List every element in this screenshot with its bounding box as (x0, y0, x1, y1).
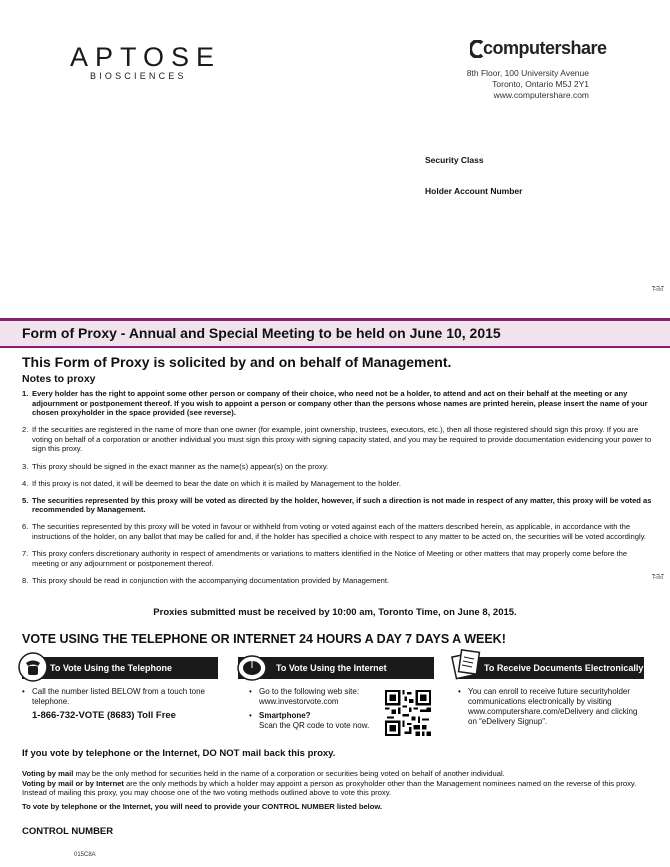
fold-mark (652, 286, 664, 293)
address-line: Toronto, Ontario M5J 2Y1 (492, 79, 589, 89)
phone-method-title: To Vote Using the Telephone (50, 663, 173, 673)
phone-method-body (22, 687, 212, 721)
note-number: 1. (22, 389, 29, 398)
address-line: 8th Floor, 100 University Avenue (466, 68, 589, 78)
smartphone-label: • Smartphone? (259, 711, 311, 720)
control-number-instruction: To vote by telephone or the Internet, you will need to provide your CONTROL NUMBER listed below. (22, 802, 383, 811)
title-band-bottom-rule (0, 346, 670, 348)
mail-voting-info (22, 769, 652, 798)
note-text: This proxy confers discretionary authority in respect of amendments or variations to matters identified in the Notice of Meeting or other matters that may properly come before the meeting or any adjournment or postponement thereof. (32, 549, 628, 568)
note-number: 6. (22, 522, 29, 532)
computershare-icon (470, 40, 484, 63)
fold-label: Fold (653, 287, 663, 293)
phone-method-header (22, 657, 218, 679)
edelivery-method-body (458, 687, 648, 727)
internet-method-title: To Vote Using the Internet (276, 663, 387, 673)
note-number: 8. (22, 575, 29, 585)
note-item (22, 549, 652, 568)
note-number: 4. (22, 478, 29, 488)
note-text: If the securities are registered in the name of more than one owner (for example, joint ownership, trustees, executors, etc.), then all those registered should sign this proxy. If you are voting on behalf of a corporation or another individual you must sign this proxy with signing capacity stated, and you may be required to provide documentation evidencing your power to sign this proxy. (32, 425, 652, 454)
edelivery-method-title: To Receive Documents Electronically (484, 663, 644, 673)
form-title: Form of Proxy - Annual and Special Meeting to be held on June 10, 2015 (22, 325, 501, 341)
issuer-logo-subtitle: BIOSCIENCES (90, 71, 187, 81)
form-code: 015C8A (74, 852, 96, 858)
phone-instruction: • Call the number listed BELOW from a touch tone telephone. (22, 687, 212, 707)
solicitation-heading: This Form of Proxy is solicited by and on behalf of Management. (22, 354, 452, 370)
note-number: 7. (22, 549, 29, 559)
note-item (22, 462, 652, 472)
phone-number[interactable]: 1-866-732-VOTE (8683) Toll Free (32, 710, 176, 721)
edelivery-instruction: • You can enroll to receive future securityholder communications electronically by visiting www.computershare.com/eDelivery and clicking on “eDelivery Signup”. (458, 687, 648, 727)
security-class-label: Security Class (425, 155, 484, 165)
address-line: www.computershare.com (493, 90, 589, 100)
note-number: 3. (22, 461, 29, 471)
control-number-label: CONTROL NUMBER (22, 826, 114, 837)
website-instruction (249, 687, 384, 707)
telephone-icon (18, 652, 48, 687)
note-text: The securities represented by this proxy will be voted as directed by the holder, however, if such a direction is not made in respect of any matter, this proxy will be voted as recommended by Management. (32, 495, 652, 515)
issuer-logo: APTOSE (70, 42, 222, 72)
deadline-notice: Proxies submitted must be received by 10:00 am, Toronto Time, on June 8, 2015. (153, 607, 517, 618)
note-item (22, 576, 652, 586)
note-item (22, 479, 652, 489)
internet-method-body (249, 687, 384, 731)
note-text: This proxy should be read in conjunction with the accompanying documentation provided by Management. (32, 575, 390, 585)
edelivery-method-header (458, 657, 644, 679)
qr-code[interactable] (385, 690, 431, 736)
note-item (22, 425, 652, 454)
note-item (22, 522, 652, 541)
website-url[interactable]: www.investorvote.com (259, 697, 339, 706)
mail-text-1: may be the only method for securities held in the name of a corporation or securities being voted on behalf of another individual. (73, 769, 505, 778)
note-number: 5. (22, 495, 29, 505)
notes-heading: Notes to proxy (22, 373, 96, 385)
agent-address (467, 68, 589, 101)
note-item (22, 389, 652, 418)
note-text: Every holder has the right to appoint some other person or company of their choice, who need not be a holder, to attend and act on their behalf at the meeting or any adjournment or postponement thereof. If you wish to appoint a person or company other than the persons whose names are printed herein, please insert the name of your chosen proxyholder in the space provided (see reverse). (32, 389, 648, 418)
note-text: If this proxy is not dated, it will be deemed to bear the date on which it is mailed by Management to the holder. (32, 478, 401, 488)
vote-heading: VOTE USING THE TELEPHONE OR INTERNET 24 HOURS A DAY 7 DAYS A WEEK! (22, 632, 506, 646)
agent-logo: computershare (483, 38, 607, 58)
fold-mark (652, 574, 664, 581)
note-text: This proxy should be signed in the exact manner as the name(s) appear(s) on the proxy. (32, 461, 329, 471)
mail-text-2: are the only methods by which a holder may appoint a person as proxyholder other than the Management nominees named on the reverse of this proxy. Instead of mailing this proxy, you may choose one of the two voting methods outlined above to vote this proxy. (22, 778, 637, 798)
note-item (22, 496, 652, 515)
smartphone-instruction (249, 711, 384, 731)
holder-account-label: Holder Account Number (425, 186, 523, 196)
fold-label: Fold (653, 575, 663, 581)
note-text: The securities represented by this proxy will be voted in favour or withheld from voting or voted against each of the matters described herein, as applicable, in accordance with the instructions of the holder, on any ballot that may be called for and, if the holder has specified a choice with respect to any matter to be acted on, the securities will be voted accordingly. (32, 522, 647, 542)
do-not-mail-warning: If you vote by telephone or the Internet, DO NOT mail back this proxy. (22, 748, 336, 759)
mouse-icon (236, 652, 270, 687)
mail-lead-2: Voting by mail or by Internet (22, 778, 124, 788)
documents-icon (450, 645, 484, 686)
note-number: 2. (22, 425, 29, 435)
qr-instruction: Scan the QR code to vote now. (259, 721, 370, 730)
mail-lead-1: Voting by mail (22, 769, 74, 778)
website-label: • Go to the following web site: (259, 687, 360, 696)
notes-list (22, 389, 652, 593)
